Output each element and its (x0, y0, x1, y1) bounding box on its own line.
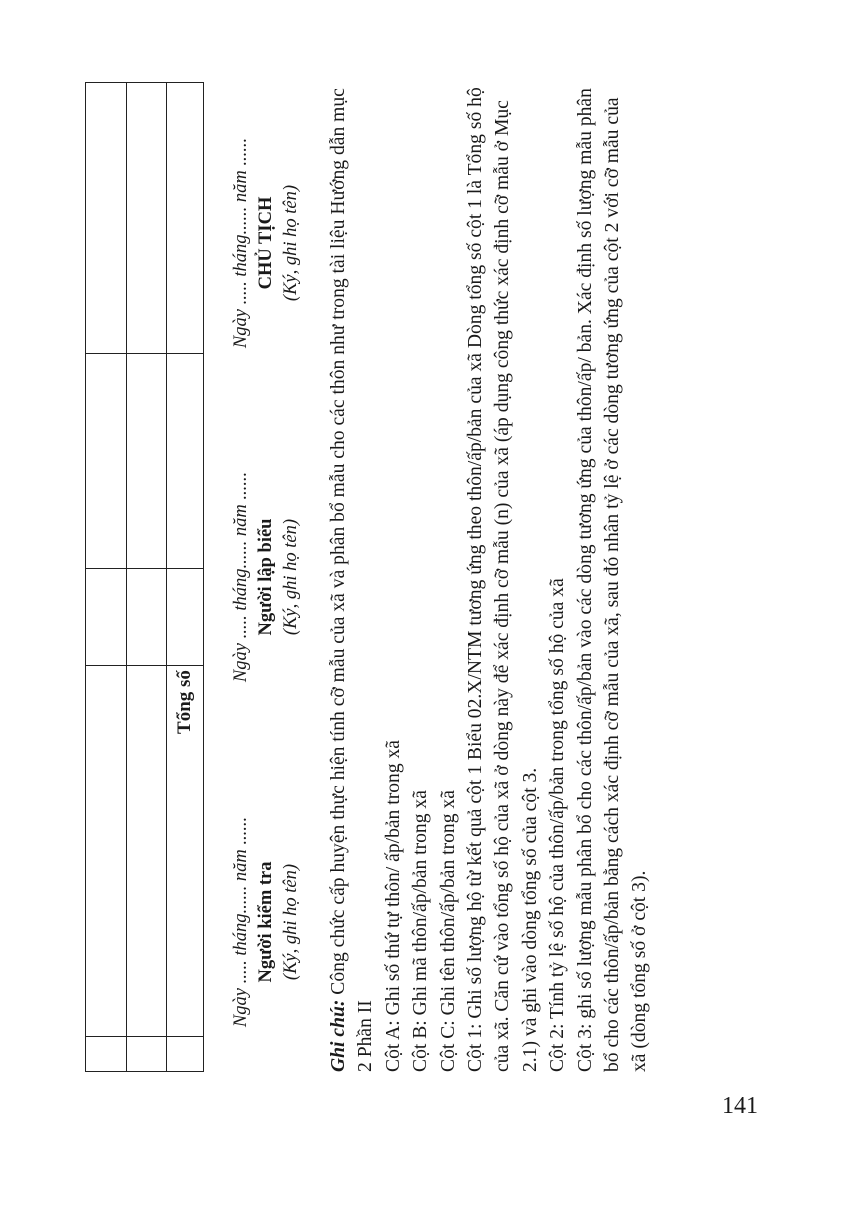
note-item-col-b: Cột B: Ghi mã thôn/ấp/bản trong xã (410, 790, 432, 1072)
rotated-page-content (85, 82, 775, 1072)
signature-role: Người lập biểu (256, 518, 276, 636)
note-item-col-3: Cột 3: ghi số lượng mẫu phân bổ cho các thôn/ấp/bản vào các dòng tương ứng của thôn/ấp/ bản. Xác định số lượng mẫu phân bổ cho các thôn/ấp/bản bằng cách xác định cỡ mẫu của xã, sau đó nhân tỷ lệ ở các dòng tương ứng của cột 2 với cỡ mẫu của xã (dòng tổng số ở cột 3). (574, 88, 651, 1072)
table-column-divider (85, 568, 204, 569)
note-item-col-1: Cột 1: Ghi số lượng hộ từ kết quả cột 1 Biểu 02.X/NTM tương ứng theo thôn/ấp/bản của xã Dòng tổng số cột 1 là Tổng số hộ của xã. Căn cứ vào tổng số hộ của xã ở dòng này để xác định cỡ mẫu (n) của xã (áp dụng công thức xác định cỡ mẫu ở Mục 2.1) và ghi vào dòng tổng số của cột 3. (465, 87, 541, 1072)
table-row-divider (166, 82, 167, 1072)
signature-block-preparer (229, 412, 304, 742)
signature-block-chairman (229, 82, 304, 404)
signature-role: Người kiểm tra (256, 861, 276, 983)
signature-note: (Ký, ghi họ tên) (281, 184, 301, 302)
signature-date-line: Ngày ..... tháng...... năm ...... (231, 471, 251, 683)
table-column-divider (85, 353, 204, 354)
signature-role: CHỦ TỊCH (256, 196, 276, 290)
page-number: 141 (722, 1093, 758, 1119)
note-item-col-a: Cột A: Ghi số thứ tự thôn/ ấp/bản trong xã (382, 739, 404, 1072)
total-row-label: Tổng số (174, 670, 195, 734)
signature-block-checker (229, 772, 304, 1072)
note-item-col-2: Cột 2: Tính tỷ lệ số hộ của thôn/ấp/bản trong tổng số hộ của xã (547, 578, 569, 1072)
signature-date-line: Ngày ..... tháng...... năm ...... (231, 137, 251, 349)
notes-section (325, 82, 654, 1072)
notes-label: Ghi chú: (328, 999, 349, 1072)
table-row-divider (126, 82, 127, 1072)
table-border (85, 82, 204, 1072)
signature-date-line: Ngày ..... tháng...... năm ...... (231, 816, 251, 1028)
sample-allocation-table (85, 82, 204, 1072)
table-column-divider (85, 1036, 204, 1037)
signature-note: (Ký, ghi họ tên) (281, 518, 301, 636)
note-item-col-c: Cột C: Ghi tên thôn/ấp/bản trong xã (437, 790, 459, 1072)
notes-intro (325, 82, 380, 1072)
notes-intro-text: Công chức cấp huyện thực hiện tính cỡ mẫu của xã và phân bổ mẫu cho các thôn như trong tài liệu Hướng dẫn mục 2 Phần II (328, 88, 377, 1072)
signature-note: (Ký, ghi họ tên) (281, 863, 301, 981)
